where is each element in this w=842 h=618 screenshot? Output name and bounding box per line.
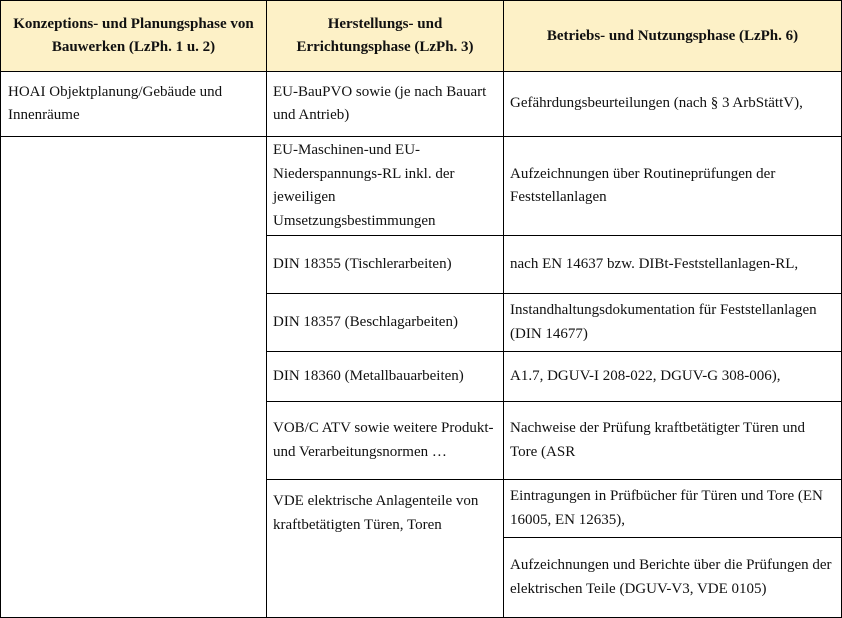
header-construction-phase: Herstellungs- und Errichtungsphase (LzPh. 3) bbox=[267, 1, 504, 72]
cell-col2-row5: DIN 18360 (Metallbauarbeiten) bbox=[267, 352, 504, 402]
header-operation-phase: Betriebs- und Nutzungsphase (LzPh. 6) bbox=[504, 1, 842, 72]
cell-col3-row7: Eintragungen in Prüfbücher für Türen und Tore (EN 16005, EN 12635), bbox=[504, 480, 842, 538]
cell-col3-row6: Nachweise der Prüfung kraftbetätigter Türen und Tore (ASR bbox=[504, 402, 842, 480]
cell-col2-row1: EU-BauPVO sowie (je nach Bauart und Antrieb) bbox=[267, 72, 504, 137]
cell-col1-empty bbox=[1, 137, 267, 618]
cell-col2-row6: VOB/C ATV sowie weitere Produkt- und Verarbeitungsnormen … bbox=[267, 402, 504, 480]
table-row bbox=[1, 72, 842, 137]
table-header-row bbox=[1, 1, 842, 72]
table-row bbox=[1, 137, 842, 236]
cell-col3-row2: Aufzeichnungen über Routineprüfungen der Feststellanlagen bbox=[504, 137, 842, 236]
cell-col3-row8: Aufzeichnungen und Berichte über die Prüfungen der elektrischen Teile (DGUV-V3, VDE 0105) bbox=[504, 538, 842, 618]
cell-col3-row5: A1.7, DGUV-I 208-022, DGUV-G 308-006), bbox=[504, 352, 842, 402]
cell-col3-row4: Instandhaltungsdokumentation für Feststellanlagen (DIN 14677) bbox=[504, 294, 842, 352]
cell-col2-row3: DIN 18355 (Tischlerarbeiten) bbox=[267, 236, 504, 294]
cell-col3-row1: Gefährdungsbeurteilungen (nach § 3 ArbStättV), bbox=[504, 72, 842, 137]
cell-col2-row2: EU-Maschinen-und EU-Niederspannungs-RL inkl. der jeweiligen Umsetzungsbestimmungen bbox=[267, 137, 504, 236]
cell-col1-row1: HOAI Objektplanung/Gebäude und Innenräume bbox=[1, 72, 267, 137]
cell-col2-row4: DIN 18357 (Beschlagarbeiten) bbox=[267, 294, 504, 352]
header-planning-phase: Konzeptions- und Planungsphase von Bauwerken (LzPh. 1 u. 2) bbox=[1, 1, 267, 72]
cell-col3-row3: nach EN 14637 bzw. DIBt-Feststellanlagen-RL, bbox=[504, 236, 842, 294]
cell-col2-row7: VDE elektrische Anlagenteile von kraftbetätigten Türen, Toren bbox=[267, 480, 504, 618]
